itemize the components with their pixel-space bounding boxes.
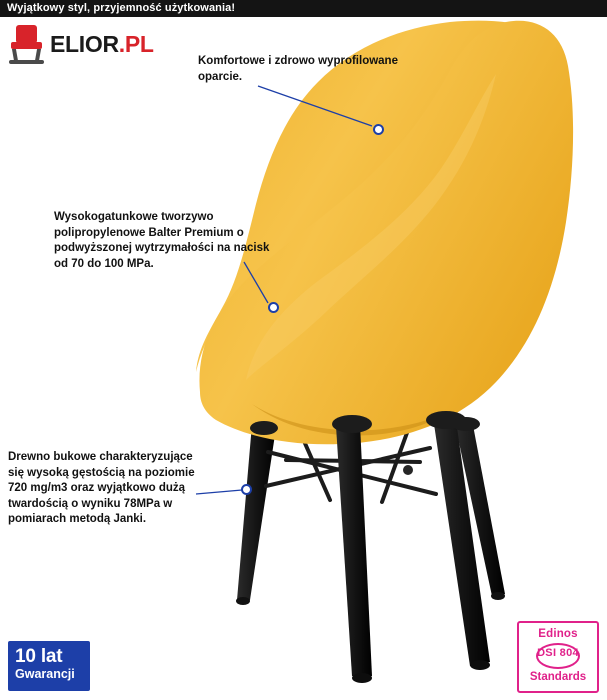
brand-name: ELIOR [50, 31, 119, 57]
edinos-title: Edinos [538, 628, 578, 640]
callout-wood-text: Drewno bukowe charakteryzujące się wysoką gęstością na poziomie 720 mg/m3 oraz wyjątkowo dużą twardością o wyniku 78MPa w pomiarach metodą Janki. [8, 451, 195, 525]
callout-material-text: Wysokogatunkowe tworzywo polipropylenowe Balter Premium o podwyższonej wytrzymałości na nacisk od 70 do 100 MPa. [54, 211, 270, 270]
edinos-seal-icon [536, 643, 580, 670]
guarantee-years: 10 lat [15, 646, 63, 667]
callout-backrest-text: Komfortowe i zdrowo wyprofilowane oparcie. [198, 55, 398, 83]
brand-logo-text [50, 31, 154, 58]
chair-logo-icon [8, 24, 46, 64]
brand-tld: .PL [118, 31, 154, 57]
brand-logo[interactable] [8, 24, 173, 66]
guarantee-label: Gwarancji [15, 667, 75, 681]
edinos-code: DSI 804 [537, 647, 579, 659]
marker-dot-backrest [373, 124, 384, 135]
marker-dot-wood [241, 484, 252, 495]
top-banner: Wyjątkowy styl, przyjemność użytkowania! [0, 0, 607, 17]
edinos-badge [517, 621, 599, 693]
guarantee-badge [8, 641, 90, 691]
marker-dot-material [268, 302, 279, 313]
edinos-standards: Standards [529, 671, 587, 683]
